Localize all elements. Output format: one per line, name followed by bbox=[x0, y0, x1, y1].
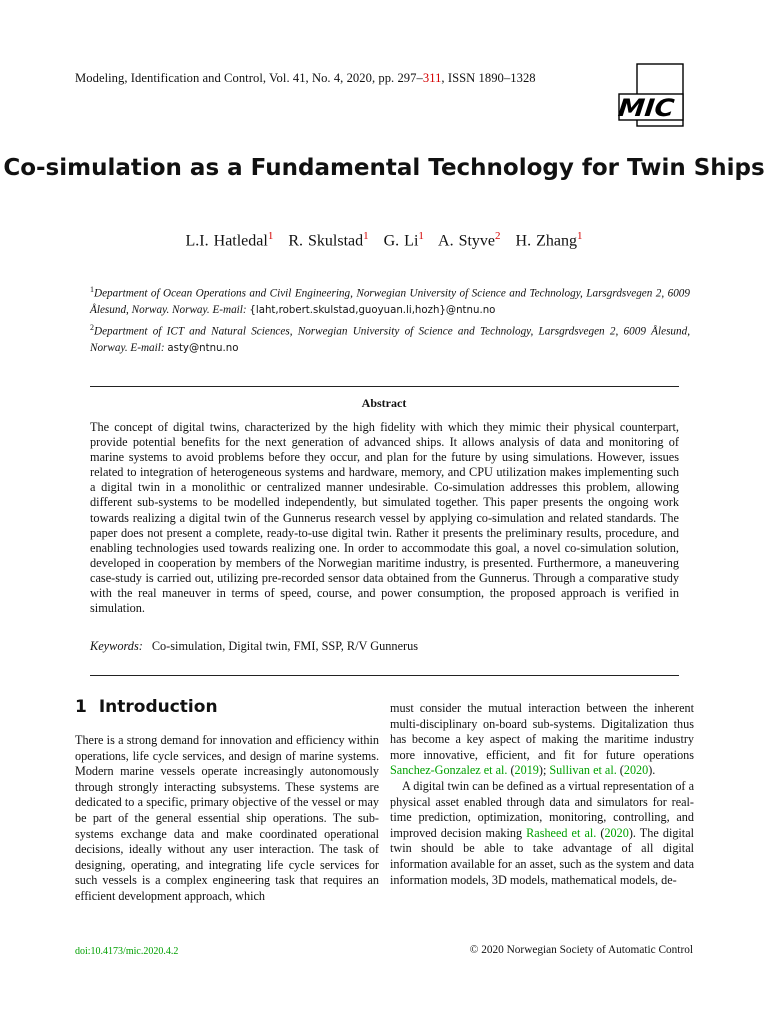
copyright-notice: © 2020 Norwegian Society of Automatic Control bbox=[469, 944, 693, 956]
journal-issn: , ISSN 1890–1328 bbox=[441, 71, 536, 85]
author-list bbox=[0, 230, 768, 250]
author: G. Li bbox=[383, 232, 419, 250]
end-page-link[interactable]: 311 bbox=[422, 71, 442, 85]
paragraph-text: . The digital twin should be able to take advantage of all digital information available for an asset, such as the system and data information models, 3D models, mathematical models, de- bbox=[390, 825, 694, 887]
abstract-text: The concept of digital twins, characterized by the high fidelity with which they mimic their physical counterpart, provide potential benefits for the next generation of advanced ships. It allows analysis of data and monitoring of marine systems to avoid problems before they occur, and plan for the future by using simulations. However, issues related to integration of heterogeneous systems and hardware, memory, and CPU utilization makes implementing such a digital twin in a monolithic or centralized manner undesirable. Co-simulation addresses this problem, allowing different sub-systems to be modelled independently, but simulated together. This paper presents the ongoing work towards realizing a digital twin of the Gunnerus research vessel by applying co-simulation and related standards. The paper does not present a complete, ready-to-use digital twin. Rather it presents the preliminary results, procedure, and enabling technologies used towards realizing one. In order to accommodate this goal, a novel co-simulation solution, developed in cooperation by members of the Norwegian maritime industry, is presented. Furthermore, a maneuvering case-study is carried out, utilizing pre-recorded sensor data obtained from the Gunnerus. Through a comparative study with the real maneuver in terms of speed, course, and power consumption, the proposed approach is verified in simulation. bbox=[90, 420, 679, 616]
citation-link[interactable]: Sanchez-Gonzalez et al. bbox=[390, 763, 508, 778]
keywords-list: Co-simulation, Digital twin, FMI, SSP, R/V Gunnerus bbox=[151, 639, 419, 653]
affiliation-number: 1 bbox=[90, 285, 94, 294]
author-affiliation-mark[interactable]: 1 bbox=[576, 230, 583, 242]
keywords-label: Keywords: bbox=[90, 639, 143, 653]
abstract-heading: Abstract bbox=[361, 396, 407, 410]
abstract-bottom-rule bbox=[90, 675, 679, 676]
author: L.I. Hatledal bbox=[185, 232, 268, 250]
mic-logo bbox=[617, 62, 685, 128]
affiliation-email[interactable]: {laht,robert.skulstad,guoyuan.li,hozh}@ntnu.no bbox=[249, 304, 496, 316]
author-affiliation-mark[interactable]: 1 bbox=[267, 230, 274, 242]
author: A. Styve bbox=[438, 232, 496, 250]
affiliation-email[interactable]: asty@ntnu.no bbox=[167, 342, 239, 354]
affiliation-text: Department of ICT and Natural Sciences, Norwegian University of Science and Technology, Larsgrdsvegen 2, 6009 Ålesund, Norway. E-mail: bbox=[90, 325, 690, 354]
abstract-top-rule bbox=[90, 386, 679, 387]
section-number: 1 bbox=[75, 697, 87, 717]
affiliation-1 bbox=[90, 282, 690, 319]
paragraph: There is a strong demand for innovation and efficiency within operations, life cycle services, and design of marine systems. Modern marine vessels operate increasingly autonomously through strongly interacting subsystems. These systems are dedicated to a specific, primary objective of the vessel or may be part of the general essential ship operations. The sub-systems exchange data and make coordinated operational decisions, ideally without any user interaction. The task of designing, operating, and integrating life cycle services for such vessels is a complex engineering task that requires an efficient development approach, which bbox=[75, 733, 379, 903]
author: R. Skulstad bbox=[288, 232, 364, 250]
paragraph-text: A digital twin can be defined as a virtual representation of a physical asset enabled through data and simulators for real-time prediction, optimization, monitoring, controlling, and improved decision making bbox=[390, 778, 694, 840]
section-title: Introduction bbox=[98, 697, 218, 717]
affiliation-2 bbox=[90, 320, 690, 357]
citation-link[interactable]: Rasheed et al. bbox=[526, 825, 597, 840]
doi-link[interactable]: doi:10.4173/mic.2020.4.2 bbox=[75, 946, 179, 957]
body-column-right bbox=[390, 701, 694, 888]
author: H. Zhang bbox=[515, 232, 577, 250]
citation-link[interactable]: Sullivan et al. bbox=[549, 763, 617, 778]
citation-year-link[interactable]: 2020 bbox=[623, 763, 649, 778]
paragraph-text: must consider the mutual interaction between the inherent multi-disciplinary on-board sub-systems. Digitalization thus has become a key aspect of making the maritime industry more innovative, efficient, and fit for future operations bbox=[390, 701, 694, 762]
paragraph: A digital twin can be defined as a virtual representation of a physical asset enabled through data and simulators for real-time prediction, optimization, monitoring, controlling, and improved decision making Rasheed et al. (2020). The digital twin should be able to take advantage of all digital information available for an asset, such as the system and data information models, 3D models, mathematical models, de- bbox=[390, 778, 694, 887]
author-affiliation-mark[interactable]: 1 bbox=[418, 230, 424, 242]
citation-year-link[interactable]: 2020 bbox=[604, 825, 629, 840]
author-affiliation-mark[interactable]: 1 bbox=[363, 230, 369, 242]
affiliation-text: Department of Ocean Operations and Civil Engineering, Norwegian University of Science and Technology, Larsgrdsvegen 2, 6009 Ålesund, Norway. Norway. E-mail: bbox=[90, 287, 690, 316]
keywords bbox=[90, 639, 679, 654]
citation-year-link[interactable]: 2019 bbox=[514, 763, 539, 778]
journal-header bbox=[75, 71, 536, 86]
journal-citation: Modeling, Identification and Control, Vol. 41, No. 4, 2020, pp. 297– bbox=[75, 71, 423, 85]
author-affiliation-mark[interactable]: 2 bbox=[495, 230, 501, 242]
svg-text:MIC: MIC bbox=[617, 94, 671, 122]
section-heading bbox=[75, 697, 218, 717]
body-column-left bbox=[75, 733, 379, 905]
affiliation-number: 2 bbox=[90, 323, 94, 332]
paragraph: must consider the mutual interaction between the inherent multi-disciplinary on-board sub-systems. Digitalization thus has become a key aspect of making the maritime industry more innovative, efficient, and fit for future operations Sanchez-Gonzalez et al. (2019); Sullivan et al. (2020). bbox=[390, 701, 694, 778]
paper-title: Co-simulation as a Fundamental Technology for Twin Ships bbox=[3, 155, 765, 181]
